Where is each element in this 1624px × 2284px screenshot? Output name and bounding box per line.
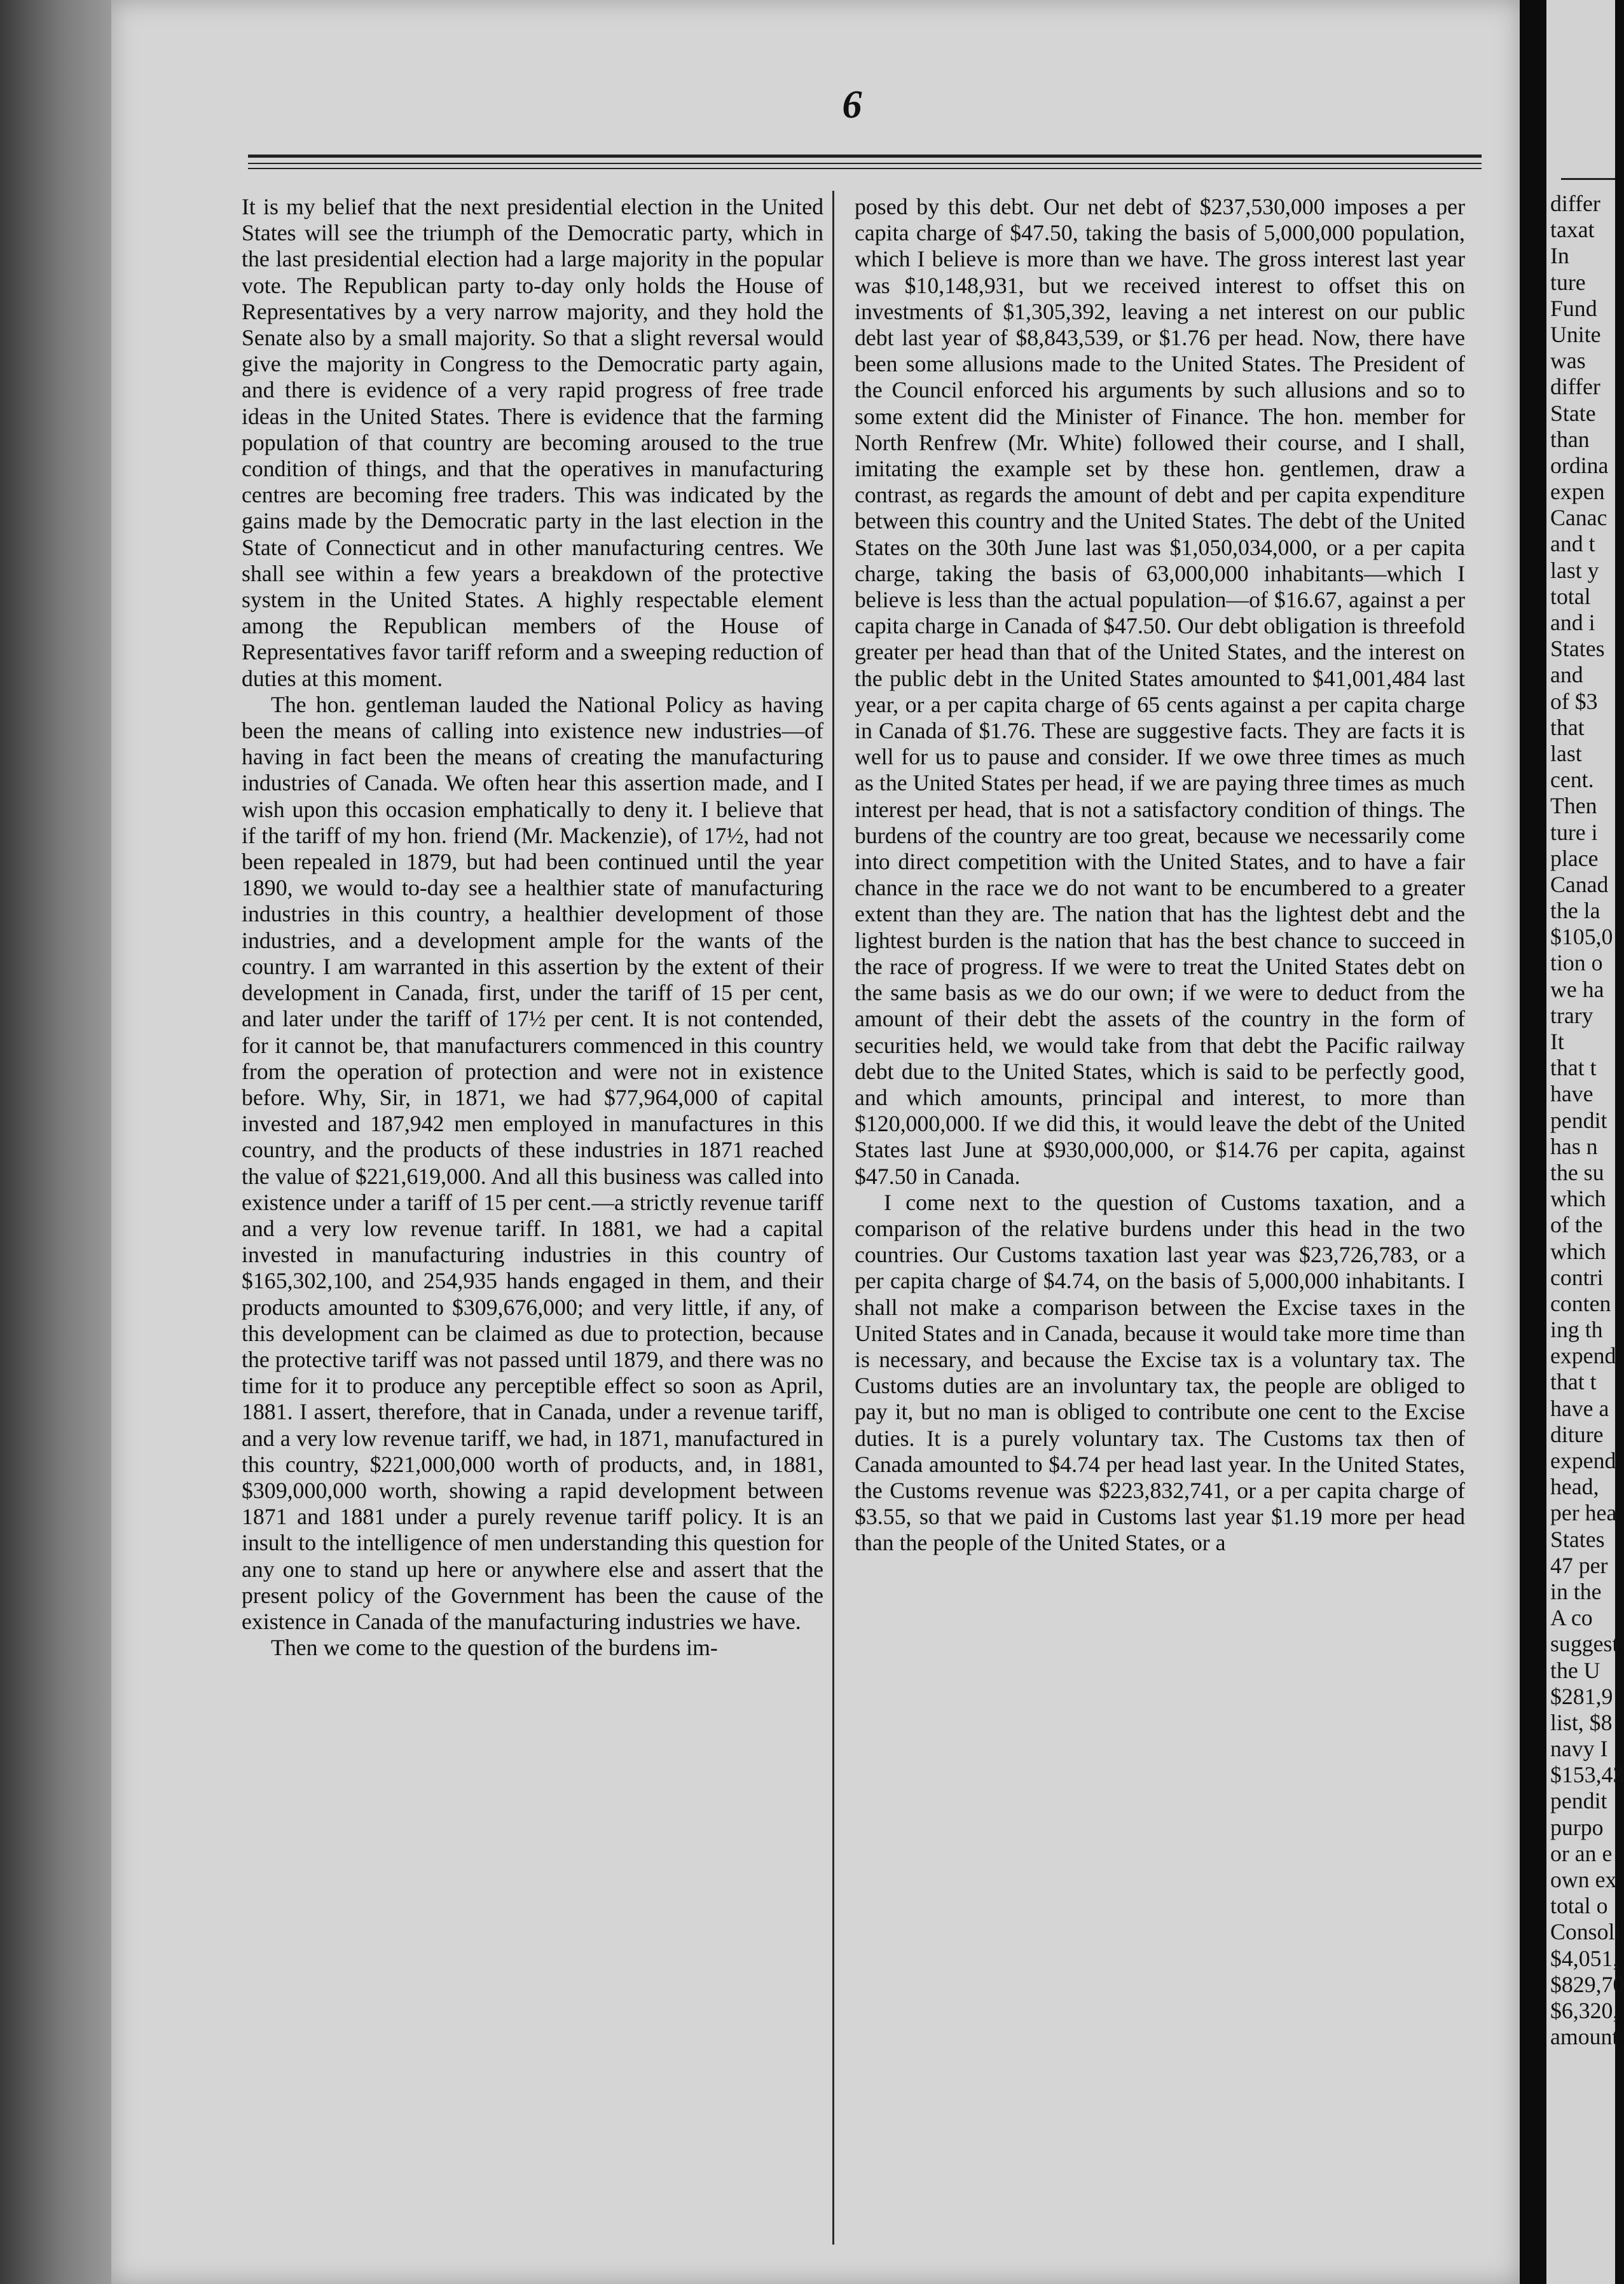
adjacent-page-fragment: and bbox=[1550, 662, 1583, 688]
adjacent-page-fragment: Unite bbox=[1550, 321, 1601, 347]
adjacent-page-fragment: head, bbox=[1550, 1474, 1599, 1500]
adjacent-page-fragment: place bbox=[1550, 845, 1599, 871]
adjacent-page-fragment: In bbox=[1550, 243, 1569, 269]
paragraph: I come next to the question of Customs taxation, and a comparison of the relative burdens under this head in the two countries. Our Customs taxation last year was $23,726,783, or a per capita charge of $4.74, on the basis of 5,000,000 inhabitants. I shall not make a comparison between the Excise taxes in the United States and in Canada, because it would take more time than is necessary, and because the Excise tax is a voluntary tax. The Customs duties are an involuntary tax, the people are obliged to pay it, but no man is obliged to contribute one cent to the Excise duties. It is a purely voluntary tax. The Customs tax then of Canada amounted to $4.74 per head last year. In the United States, the Customs revenue was $223,832,741, or a per capita charge of $3.55, so that we paid in Customs last year $1.19 more per head than the people of the United States, or a bbox=[855, 1189, 1465, 1556]
adjacent-page-fragment: $829,70 bbox=[1550, 1971, 1624, 1997]
adjacent-page-fragment: expen bbox=[1550, 479, 1605, 505]
adjacent-page-fragment: ing th bbox=[1550, 1317, 1603, 1343]
adjacent-page-fragment: taxat bbox=[1550, 217, 1595, 243]
adjacent-page-fragment: that bbox=[1550, 714, 1585, 740]
adjacent-page-fragment: States bbox=[1550, 1526, 1605, 1552]
adjacent-page-fragment: differ bbox=[1550, 191, 1600, 216]
adjacent-page-fragment: Fund bbox=[1550, 295, 1597, 321]
adjacent-page-fragment: ture bbox=[1550, 269, 1586, 295]
adjacent-page-fragment: $153,43 bbox=[1550, 1762, 1624, 1788]
adjacent-page-fragment: Consoli bbox=[1550, 1919, 1621, 1945]
adjacent-page-fragment: State bbox=[1550, 400, 1596, 426]
adjacent-page-fragment: which bbox=[1550, 1186, 1606, 1212]
right-column bbox=[855, 194, 1465, 2241]
adjacent-page-fragment: or an e bbox=[1550, 1840, 1613, 1866]
adjacent-page-fragment: in the bbox=[1550, 1578, 1602, 1604]
adjacent-page-fragment: expend bbox=[1550, 1343, 1616, 1369]
adjacent-page-fragment: It bbox=[1550, 1029, 1564, 1054]
adjacent-page-fragment: States bbox=[1550, 636, 1605, 662]
adjacent-page-fragment: list, $8 bbox=[1550, 1709, 1613, 1735]
adjacent-page-text bbox=[1550, 191, 1624, 2050]
column-divider bbox=[832, 191, 834, 2245]
page-number: 6 bbox=[842, 83, 862, 127]
adjacent-page-fragment: differ bbox=[1550, 374, 1600, 400]
adjacent-page-fragment: have bbox=[1550, 1081, 1593, 1107]
adjacent-page-fragment: that t bbox=[1550, 1369, 1597, 1395]
adjacent-page-fragment: A co bbox=[1550, 1605, 1593, 1631]
header-rule-thin bbox=[248, 163, 1482, 164]
adjacent-page-fragment: diture bbox=[1550, 1421, 1604, 1447]
adjacent-page-fragment: $281,9 bbox=[1550, 1683, 1613, 1709]
adjacent-page-fragment: suggest bbox=[1550, 1631, 1619, 1657]
adjacent-page-fragment: 47 per bbox=[1550, 1552, 1608, 1578]
adjacent-page-fragment: the la bbox=[1550, 898, 1600, 924]
paragraph: posed by this debt. Our net debt of $237,530,000 imposes a per capita charge of $47.50, taking the basis of 5,000,000 population, which I believe is more than we have. The gross interest last year was $10,148,931, but we received interest to offset this on investments of $1,305,392, leaving a net interest on our public debt last year of $8,843,539, or $1.76 per head. Now, there have been some allusions made to the United States. The President of the Council enforced his arguments by such allusions and so to some extent did the Minister of Finance. The hon. member for North Renfrew (Mr. White) followed their course, and I shall, imitating the example set by these hon. gentlemen, draw a contrast, as regards the amount of debt and per capita expenditure between this country and the United States. The debt of the United States on the 30th June last was $1,050,034,000, or a per capita charge, taking the basis of 63,000,000 inhabitants—which I believe is less than the actual population—of $16.67, against a per capita charge in Canada of $47.50. Our debt obligation is threefold greater per head than that of the United States, and the interest on the public debt in the United States amounted to $41,001,484 last year, or a per capita charge of 65 cents against a per capita charge in Canada of $1.76. These are suggestive facts. They are facts it is well for us to pause and consider. If we owe three times as much as the United States per head, if we are paying three times as much interest per head, that is not a satisfactory condition of things. The burdens of the country are too great, because we necessarily come into direct competition with the United States, and to have a fair chance in the race we do not want to be encumbered to a greater extent than they are. The nation that has the lightest debt and the lightest burden is the nation that has the best chance to succeed in the race of progress. If we were to treat the United States debt on the same basis as we do our own; if we were to deduct from the amount of their debt the assets of the country in the form of securities held, we would take from that debt the Pacific railway debt due to the United States, which is said to be perfectly good, and which amounts, principal and interest, to more than $120,000,000. If we did this, it would leave the debt of the United States last June at $930,000,000, or $14.76 per capita, against $47.50 in Canada. bbox=[855, 194, 1465, 1189]
adjacent-page-fragment: conten bbox=[1550, 1290, 1611, 1316]
adjacent-page-fragment: ordina bbox=[1550, 452, 1609, 478]
adjacent-page-fragment: tion o bbox=[1550, 950, 1603, 976]
paragraph: Then we come to the question of the burdens im- bbox=[271, 1635, 718, 1661]
adjacent-page-fragment: of the bbox=[1550, 1212, 1603, 1238]
adjacent-page-fragment: $6,320, bbox=[1550, 1997, 1619, 2023]
adjacent-page-rule bbox=[1561, 178, 1615, 180]
adjacent-page-fragment: trary bbox=[1550, 1002, 1593, 1028]
adjacent-page-fragment: the su bbox=[1550, 1159, 1604, 1185]
adjacent-page-fragment: last bbox=[1550, 740, 1582, 766]
adjacent-page-fragment: expend bbox=[1550, 1448, 1616, 1473]
adjacent-page-fragment: of $3 bbox=[1550, 688, 1598, 714]
adjacent-page-fragment: and t bbox=[1550, 531, 1595, 557]
adjacent-page-fragment: navy I bbox=[1550, 1736, 1608, 1762]
adjacent-page-fragment: total o bbox=[1550, 1893, 1608, 1919]
paragraph: The hon. gentleman lauded the National Policy as having been the means of calling into existence new industries—of having in fact been the means of creating the manufacturing industries of Canada. We often hear this assertion made, and I wish upon this occasion emphatically to deny it. I believe that if the tariff of my hon. friend (Mr. Mackenzie), of 17½, had not been repealed in 1879, but had been continued until the year 1890, we would to-day see a healthier state of manufacturing industries in this country, a healthier development of those industries, and a development ample for the wants of the country. I am warranted in this assertion by the extent of their development in Canada, first, under the tariff of 15 per cent, and later under the tariff of 17½ per cent. It is not contended, for it cannot be, that manufacturers commenced in this country from the operation of protection and were not in existence before. Why, Sir, in 1871, we had $77,964,000 of capital invested and 187,942 men employed in manufactures in this country, and the products of these industries in 1871 reached the value of $221,619,000. And all this business was called into existence under a tariff of 15 per cent.—a strictly revenue tariff and a very low revenue tariff. In 1881, we had a capital invested in manufacturing industries in this country of $165,302,100, and 254,935 hands engaged in them, and their products amounted to $309,676,000; and very little, if any, of this development can be claimed as due to protection, because the protective tariff was not passed until 1879, and there was no time for it to produce any perceptible effect so soon as April, 1881. I assert, therefore, that in Canada, under a revenue tariff, and a very low revenue tariff, we had, in 1871, manufactured in this country, $221,000,000 worth of products, and, in 1881, $309,000,000 worth, showing a rapid development between 1871 and 1881 under a purely revenue tariff policy. It is an insult to the intelligence of men understanding this question for any one to stand up here or anywhere else and assert that the present policy of the Government has been the cause of the existence in Canada of the manufacturing industries we have. bbox=[242, 691, 823, 1634]
adjacent-page-fragment: pendit bbox=[1550, 1788, 1607, 1814]
adjacent-page-fragment: pendit bbox=[1550, 1107, 1607, 1133]
adjacent-page-fragment: was bbox=[1550, 348, 1586, 374]
adjacent-page-fragment: have a bbox=[1550, 1395, 1609, 1421]
adjacent-page-fragment: has n bbox=[1550, 1133, 1598, 1159]
adjacent-page-fragment: contri bbox=[1550, 1264, 1604, 1290]
scan-margin-left bbox=[0, 0, 111, 2284]
adjacent-page-fragment: purpo bbox=[1550, 1814, 1604, 1840]
adjacent-page-fragment: ture i bbox=[1550, 819, 1598, 845]
adjacent-page-fragment: $105,0 bbox=[1550, 924, 1613, 950]
adjacent-page-fragment: than bbox=[1550, 426, 1590, 452]
left-column bbox=[242, 194, 823, 2241]
adjacent-page-fragment: Canac bbox=[1550, 505, 1607, 531]
adjacent-page-fragment: per hea bbox=[1550, 1500, 1617, 1526]
adjacent-page-fragment: amount bbox=[1550, 2024, 1619, 2050]
adjacent-page-fragment: Canad bbox=[1550, 871, 1609, 897]
adjacent-page-fragment: total bbox=[1550, 583, 1591, 609]
adjacent-page-fragment: the U bbox=[1550, 1657, 1600, 1683]
header-rule-thin-lower bbox=[248, 168, 1482, 169]
adjacent-page-fragment: cent. bbox=[1550, 767, 1594, 793]
adjacent-page-fragment: last y bbox=[1550, 557, 1599, 583]
adjacent-page-fragment: Then bbox=[1550, 793, 1597, 819]
header-rule-thick bbox=[248, 155, 1482, 158]
adjacent-page-fragment: that t bbox=[1550, 1055, 1597, 1081]
adjacent-page-fragment: which bbox=[1550, 1238, 1606, 1264]
adjacent-page-fragment: $4,051, bbox=[1550, 1945, 1619, 1971]
adjacent-page-fragment: and i bbox=[1550, 610, 1595, 635]
adjacent-page-fragment: we ha bbox=[1550, 976, 1604, 1002]
paragraph: It is my belief that the next presidential election in the United States will see the triumph of the Democratic party, which in the last presidential election had a large majority in the popular vote. The Republican party to-day only holds the House of Representatives by a very narrow majority, and they hold the Senate also by a small majority. So that a slight reversal would give the majority in Congress to the Democratic party again, and there is evidence of a very rapid progress of free trade ideas in the United States. There is evidence that the farming population of that country are becoming aroused to the true condition of things, and that the operatives in manufacturing centres are becoming free traders. This was indicated by the gains made by the Democratic party in the last election in the State of Connecticut and in other manufacturing centres. We shall see within a few years a breakdown of the protective system in the United States. A highly respectable element among the Republican members of the House of Representatives favor tariff reform and a sweeping reduction of duties at this moment. bbox=[242, 194, 823, 691]
adjacent-page-fragment: own ex bbox=[1550, 1867, 1617, 1892]
